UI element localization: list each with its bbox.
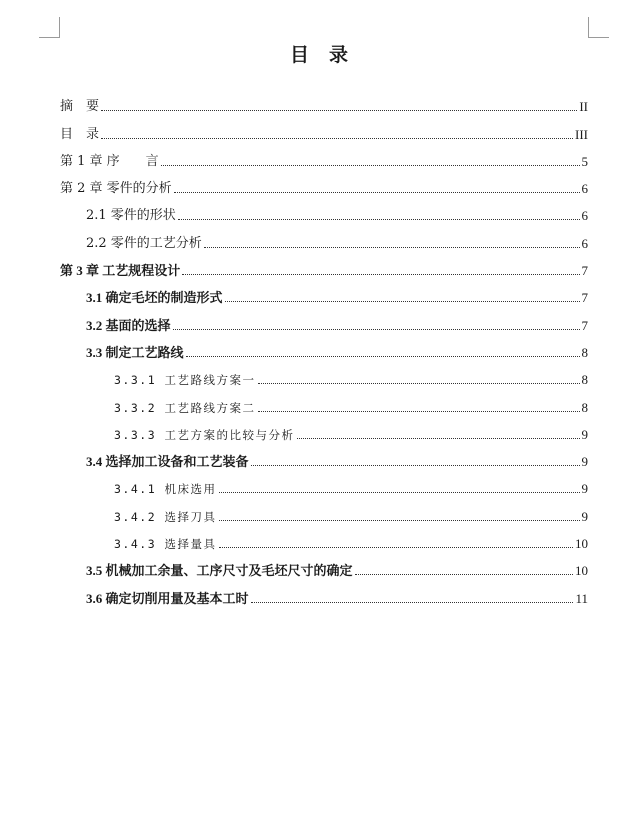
page-corner-mark-top-right xyxy=(588,17,609,38)
toc-entry-page: 9 xyxy=(581,481,588,497)
toc-entry-abstract[interactable] xyxy=(60,87,588,114)
toc-entry-3-3-2[interactable] xyxy=(60,387,588,414)
toc-entry-page: 8 xyxy=(581,372,588,388)
toc-entry-page: 10 xyxy=(575,563,588,579)
toc-entry-label: 第 3 章 工艺规程设计 xyxy=(60,263,181,279)
dot-leader xyxy=(251,601,574,603)
toc-entry-chapter-2[interactable] xyxy=(60,169,588,196)
toc-entry-page: 10 xyxy=(575,536,588,552)
toc-entry-3-4[interactable] xyxy=(60,442,588,469)
toc-entry-3-4-2[interactable] xyxy=(60,496,588,523)
toc-entry-label: 2.2 零件的工艺分析 xyxy=(86,235,202,251)
dot-leader xyxy=(178,218,580,220)
toc-entry-label: 目 录 xyxy=(60,126,100,142)
toc-entry-label: 第 2 章 零件的分析 xyxy=(60,181,172,197)
toc-entry-chapter-1[interactable] xyxy=(60,142,588,169)
toc-entry-page: 6 xyxy=(581,181,588,197)
toc-entry-3-3[interactable] xyxy=(60,333,588,360)
toc-entry-label: 3.4.3 选择量具 xyxy=(114,537,217,552)
toc-entry-label: 3.6 确定切削用量及基本工时 xyxy=(86,590,249,606)
toc-entry-2-2[interactable] xyxy=(60,223,588,250)
toc-entry-label: 3.4.2 选择刀具 xyxy=(114,509,217,524)
dot-leader xyxy=(204,246,580,248)
toc-heading xyxy=(0,40,640,67)
toc-entry-3-4-1[interactable] xyxy=(60,469,588,496)
toc-entry-page: 6 xyxy=(581,208,588,224)
toc-entry-page: III xyxy=(575,126,588,142)
page-corner-mark-top-left xyxy=(39,17,60,38)
dot-leader xyxy=(355,573,573,575)
toc-entry-page: 9 xyxy=(581,454,588,470)
toc-entry-3-6[interactable] xyxy=(60,578,588,605)
toc-entry-label: 3.1 确定毛坯的制造形式 xyxy=(86,290,223,306)
toc-entry-3-4-3[interactable] xyxy=(60,524,588,551)
dot-leader xyxy=(258,382,580,384)
toc-entry-page: 8 xyxy=(581,344,588,360)
dot-leader xyxy=(182,273,579,275)
toc-entry-chapter-3[interactable] xyxy=(60,251,588,278)
dot-leader xyxy=(219,491,580,493)
toc-entry-label: 3.3 制定工艺路线 xyxy=(86,344,184,360)
toc-entry-label: 3.3.2 工艺路线方案二 xyxy=(114,400,256,415)
toc-entry-page: 6 xyxy=(581,235,588,251)
toc-entry-label: 3.3.1 工艺路线方案一 xyxy=(114,373,256,388)
dot-leader xyxy=(219,519,580,521)
table-of-contents xyxy=(60,87,588,606)
dot-leader xyxy=(174,191,580,193)
dot-leader xyxy=(161,164,580,166)
toc-entry-label: 第 1 章 序 言 xyxy=(60,153,159,169)
toc-heading-right: 录 xyxy=(329,44,351,66)
toc-entry-3-3-3[interactable] xyxy=(60,415,588,442)
toc-entry-3-3-1[interactable] xyxy=(60,360,588,387)
toc-entry-page: 11 xyxy=(575,590,588,606)
toc-entry-page: 8 xyxy=(581,399,588,415)
dot-leader xyxy=(186,355,580,357)
dot-leader xyxy=(251,464,580,466)
toc-entry-page: 5 xyxy=(581,153,588,169)
toc-entry-page: 7 xyxy=(581,290,588,306)
dot-leader xyxy=(101,109,577,111)
toc-entry-page: 7 xyxy=(581,317,588,333)
toc-entry-page: II xyxy=(579,99,588,115)
toc-entry-label: 3.4.1 机床选用 xyxy=(114,482,217,497)
toc-entry-3-1[interactable] xyxy=(60,278,588,305)
toc-entry-label: 3.4 选择加工设备和工艺装备 xyxy=(86,454,249,470)
dot-leader xyxy=(219,546,573,548)
dot-leader xyxy=(297,437,580,439)
dot-leader xyxy=(225,300,580,302)
toc-entry-label: 3.3.3 工艺方案的比较与分析 xyxy=(114,427,295,442)
dot-leader xyxy=(101,137,573,139)
toc-entry-page: 9 xyxy=(581,426,588,442)
toc-entry-label: 3.5 机械加工余量、工序尺寸及毛坯尺寸的确定 xyxy=(86,563,353,579)
toc-entry-label: 3.2 基面的选择 xyxy=(86,317,171,333)
toc-entry-3-5[interactable] xyxy=(60,551,588,578)
dot-leader xyxy=(173,328,580,330)
toc-entry-page: 7 xyxy=(581,263,588,279)
toc-heading-left: 目 xyxy=(289,44,311,66)
toc-entry-label: 摘 要 xyxy=(60,99,100,115)
dot-leader xyxy=(258,410,580,412)
toc-entry-contents[interactable] xyxy=(60,114,588,141)
toc-entry-label: 2.1 零件的形状 xyxy=(86,208,176,224)
toc-entry-page: 9 xyxy=(581,508,588,524)
toc-entry-3-2[interactable] xyxy=(60,305,588,332)
toc-entry-2-1[interactable] xyxy=(60,196,588,223)
